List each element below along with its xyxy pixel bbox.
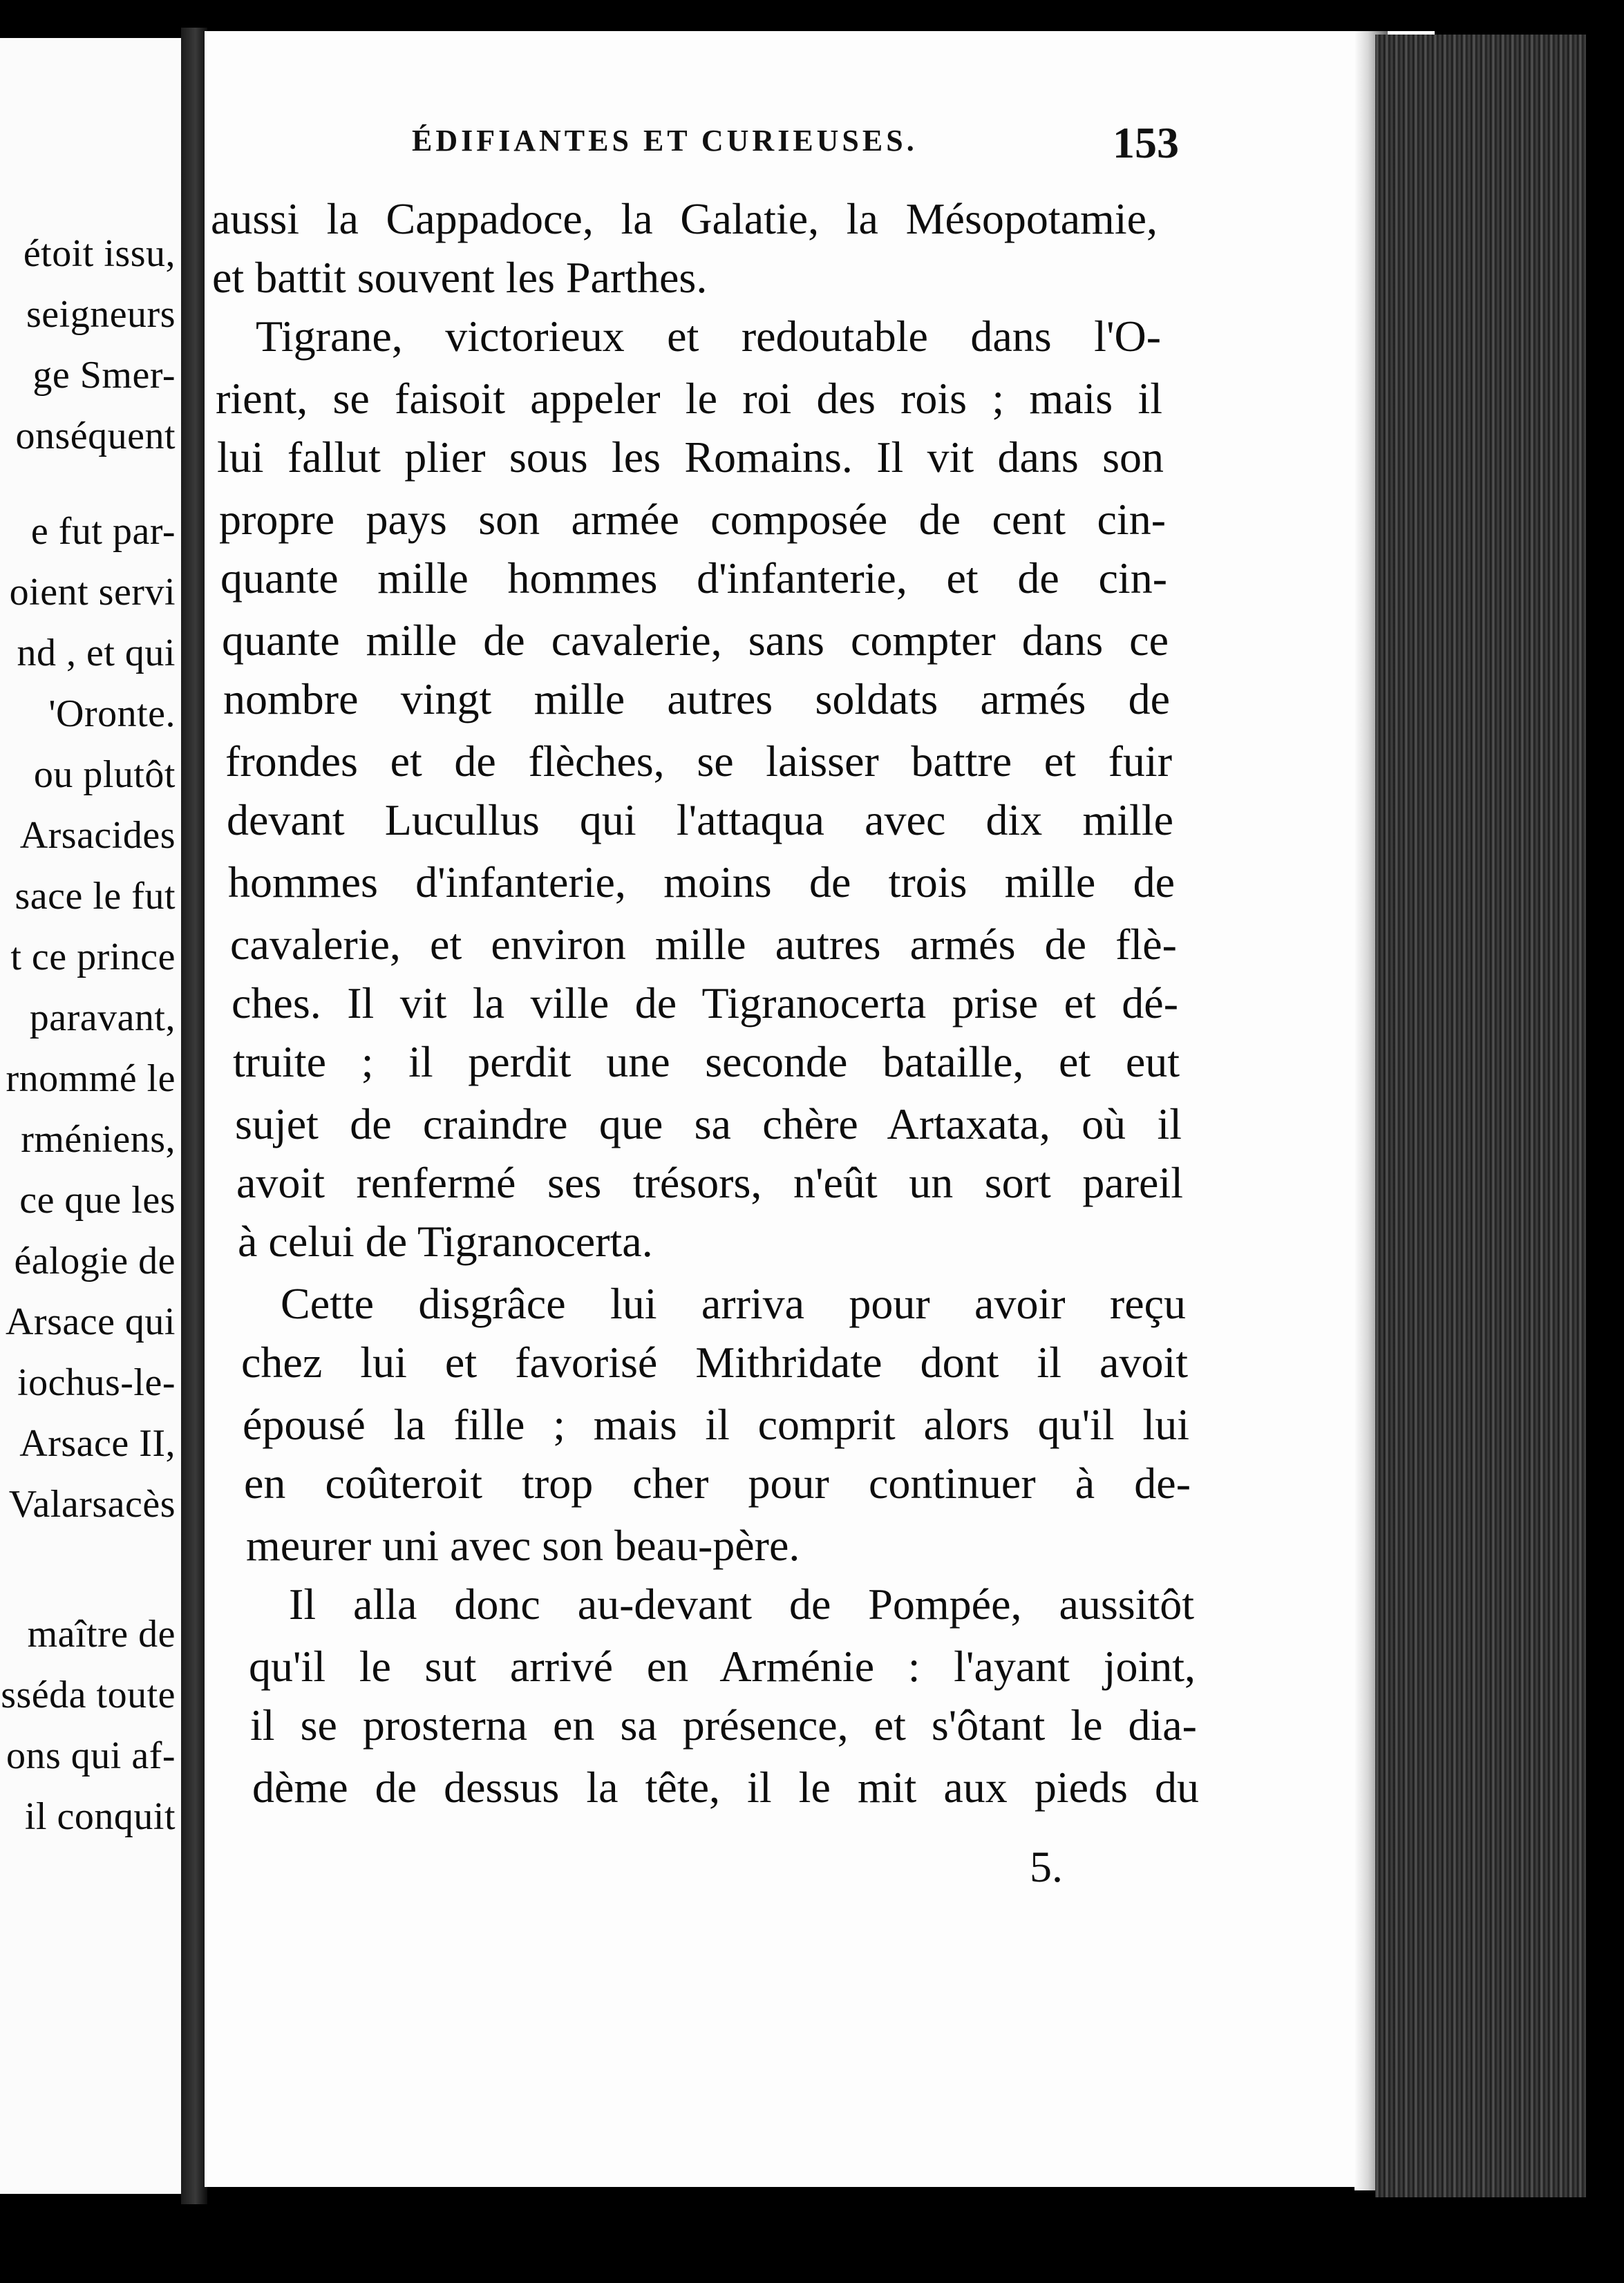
body-line: avoit renfermé ses trésors, n'eût un sort pareil	[236, 1158, 1183, 1207]
left-page-line: maître de	[27, 1613, 176, 1656]
left-page-line: Arsacides	[19, 814, 176, 857]
left-page-line: sséda toute	[1, 1674, 176, 1716]
body-line: à celui de Tigranocerta.	[238, 1217, 653, 1266]
body-line: Tigrane, victorieux et redoutable dans l'O-	[256, 312, 1161, 361]
body-line: qu'il le sut arrivé en Arménie : l'ayant joint,	[249, 1642, 1196, 1691]
body-line: cavalerie, et environ mille autres armés de flè-	[230, 920, 1177, 969]
left-page-line: nd , et qui	[17, 632, 176, 674]
signature-mark: 5.	[1030, 1842, 1063, 1891]
running-head: ÉDIFIANTES ET CURIEUSES.	[412, 124, 918, 158]
left-page-line: ou plutôt	[33, 753, 176, 796]
left-page-line: éalogie de	[14, 1240, 176, 1282]
left-page-line: Arsace II,	[19, 1422, 176, 1465]
book-gutter	[181, 28, 207, 2204]
left-page-line: rméniens,	[21, 1118, 176, 1161]
body-line: frondes et de flèches, se laisser battre et fuir	[225, 737, 1172, 786]
body-line: sujet de craindre que sa chère Artaxata, où il	[235, 1099, 1182, 1148]
body-line: Cette disgrâce lui arriva pour avoir reçu	[281, 1279, 1186, 1328]
page-block-edge	[1375, 35, 1586, 2197]
left-page-line: ge Smer-	[32, 354, 176, 397]
body-line: quante mille de cavalerie, sans compter dans ce	[222, 616, 1169, 665]
body-line: propre pays son armée composée de cent cin-	[219, 495, 1166, 544]
body-line: hommes d'infanterie, moins de trois mille de	[228, 858, 1175, 907]
left-page-line: étoit issu,	[23, 232, 176, 275]
body-line: nombre vingt mille autres soldats armés de	[223, 674, 1170, 723]
left-page-line: Arsace qui	[5, 1300, 176, 1343]
body-line: ches. Il vit la ville de Tigranocerta prise et dé-	[232, 978, 1178, 1027]
body-line: Il alla donc au-devant de Pompée, aussitôt	[289, 1580, 1194, 1629]
body-line: devant Lucullus qui l'attaqua avec dix mille	[227, 795, 1173, 844]
body-line: quante mille hommes d'infanterie, et de cin-	[220, 553, 1167, 603]
body-line: en coûteroit trop cher pour continuer à de-	[244, 1459, 1191, 1508]
left-page-line: ons qui af-	[6, 1734, 176, 1777]
previous-page-fragment	[0, 38, 181, 2194]
body-line: aussi la Cappadoce, la Galatie, la Mésopotamie,	[211, 194, 1158, 243]
left-page-line: sace le fut	[15, 875, 176, 918]
body-line: lui fallut plier sous les Romains. Il vit dans son	[217, 433, 1164, 482]
page-number: 153	[1113, 118, 1179, 167]
left-page-line: rnommé le	[6, 1057, 176, 1100]
body-line: truite ; il perdit une seconde bataille, et eut	[233, 1037, 1180, 1086]
left-page-line: 'Oronte.	[48, 692, 176, 735]
left-page-line: seigneurs	[26, 293, 176, 336]
left-page-line: e fut par-	[30, 510, 176, 553]
left-page-line: iochus-le-	[17, 1361, 176, 1404]
left-page-line: onséquent	[15, 415, 176, 457]
body-line: épousé la fille ; mais il comprit alors qu'il lui	[243, 1400, 1189, 1449]
body-line: dème de dessus la tête, il le mit aux pieds du	[252, 1763, 1199, 1812]
body-line: meurer uni avec son beau-père.	[246, 1521, 800, 1570]
left-page-line: oient servi	[9, 571, 176, 614]
left-page-line: paravant,	[29, 996, 176, 1039]
body-line: rient, se faisoit appeler le roi des rois ; mais il	[216, 374, 1162, 423]
body-line: chez lui et favorisé Mithridate dont il avoit	[241, 1338, 1188, 1387]
left-page-line: il conquit	[24, 1795, 176, 1838]
left-page-line: ce que les	[19, 1179, 176, 1222]
page-header	[412, 117, 1179, 173]
body-line: il se prosterna en sa présence, et s'ôtant le dia-	[250, 1701, 1197, 1750]
left-page-line: Valarsacès	[8, 1483, 176, 1526]
body-line: et battit souvent les Parthes.	[212, 253, 708, 302]
left-page-line: t ce prince	[10, 936, 176, 978]
